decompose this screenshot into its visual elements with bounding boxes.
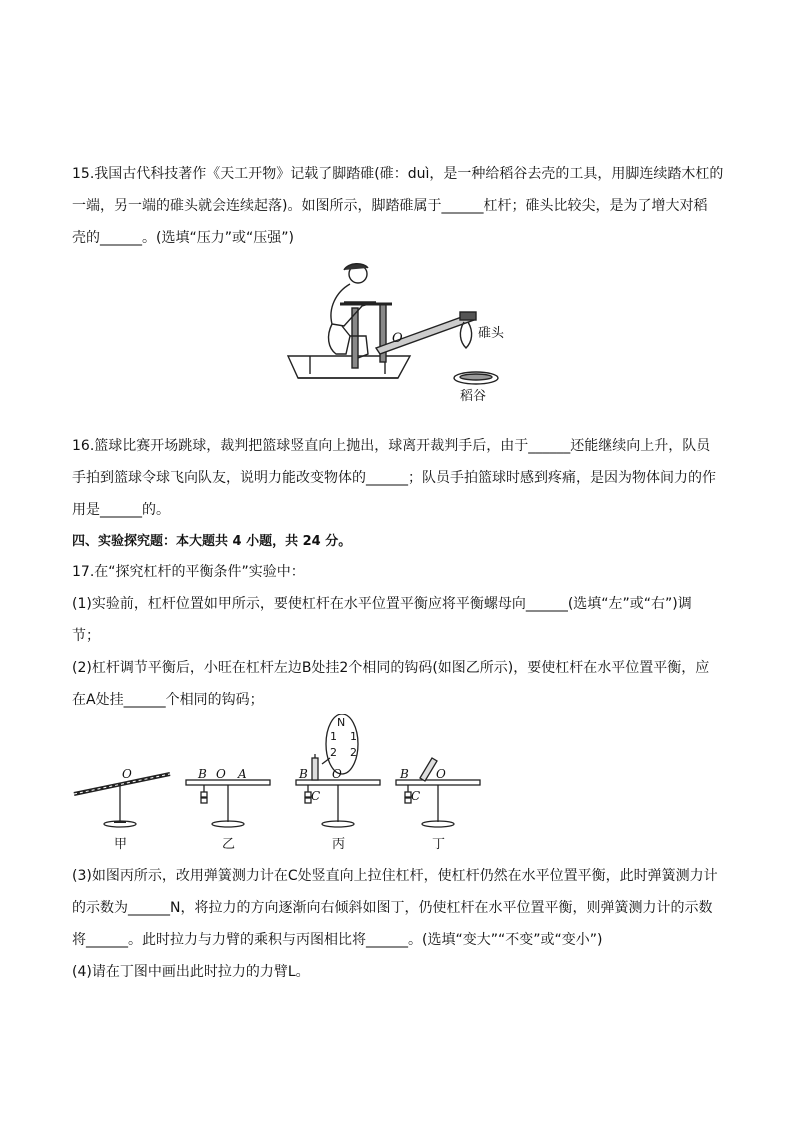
- q15-line-1: 15.我国古代科技著作《天工开物》记载了脚踏碓(碓：duì，是一种给稻谷去壳的工具，用脚连续踏木杠的: [72, 166, 724, 182]
- caption-jia: 甲: [114, 837, 128, 852]
- pestle-head-label: 碓头: [478, 326, 505, 341]
- q17-part2-line-2: 在A处挂______个相同的钩码；: [72, 692, 264, 708]
- lever-jia: [74, 774, 170, 827]
- label-ding-B: B: [400, 767, 409, 781]
- gauge-mark-2-right: 2: [350, 746, 357, 759]
- label-yi-B: B: [198, 767, 207, 781]
- lever-yi: [186, 780, 270, 827]
- frame-base: [288, 356, 410, 378]
- section-heading: 四、实验探究题：本大题共 4 小题，共 24 分。: [72, 534, 352, 549]
- q17-part3-line-2: 的示数为______N，将拉力的方向逐渐向右倾斜如图丁，仍使杠杆在水平位置平衡，则弹簧测力计的示数: [72, 900, 713, 916]
- q15-line-3: 壳的______。(选填“压力”或“压强”): [72, 230, 294, 246]
- q16-line-2: 手拍到篮球令球飞向队友，说明力能改变物体的______；队员手拍篮球时感到疼痛，是因为物体间力的作: [72, 470, 716, 486]
- pestle-head: [460, 322, 471, 348]
- grain-label: 稻谷: [460, 389, 487, 404]
- label-yi-O: O: [216, 767, 226, 781]
- q17-part3-line-3: 将______。此时拉力与力臂的乘积与丙图相比将______。(选填“变大”“不变”或“变小”): [72, 932, 603, 948]
- lever-beam: [376, 314, 474, 354]
- label-ding-O: O: [436, 767, 446, 781]
- foot-pestle-figure: [280, 262, 520, 407]
- caption-yi: 乙: [222, 837, 236, 852]
- caption-bing: 丙: [332, 837, 346, 852]
- label-bing-O: O: [332, 767, 342, 781]
- q16-line-3: 用是______的。: [72, 502, 170, 518]
- gauge-mark-1-left: 1: [330, 730, 337, 743]
- lever-figures: [70, 714, 490, 854]
- label-yi-A: A: [238, 767, 247, 781]
- caption-ding: 丁: [432, 837, 446, 852]
- label-bing-B: B: [299, 767, 308, 781]
- q17-part1-line-1: (1)实验前，杠杆位置如甲所示，要使杠杆在水平位置平衡应将平衡螺母向______(选填“左”或“右”)调: [72, 596, 692, 612]
- q15-line-2: 一端，另一端的碓头就会连续起落)。如图所示，脚踏碓属于______杠杆；碓头比较尖，是为了增大对稻: [72, 198, 708, 214]
- gauge-mark-1-right: 1: [350, 730, 357, 743]
- q17-part1-line-2: 节；: [72, 628, 100, 644]
- gauge-mark-2-left: 2: [330, 746, 337, 759]
- pivot-label: O: [392, 331, 403, 346]
- gauge-unit-N: N: [337, 716, 346, 729]
- q17-intro: 17.在“探究杠杆的平衡条件”实验中：: [72, 564, 305, 580]
- q17-part3-line-1: (3)如图丙所示，改用弹簧测力计在C处竖直向上拉住杠杆，使杠杆仍然在水平位置平衡，此时弹簧测力计: [72, 868, 718, 884]
- label-jia-O: O: [122, 767, 132, 781]
- q17-part2-line-1: (2)杠杆调节平衡后，小旺在杠杆左边B处挂2个相同的钩码(如图乙所示)，要使杠杆在水平位置平衡，应: [72, 660, 710, 676]
- q16-line-1: 16.篮球比赛开场跳球，裁判把篮球竖直向上抛出，球离开裁判手后，由于______还能继续向上升，队员: [72, 438, 711, 454]
- label-ding-C: C: [411, 789, 421, 803]
- label-bing-C: C: [311, 789, 321, 803]
- q17-part4: (4)请在丁图中画出此时拉力的力臂L。: [72, 964, 310, 980]
